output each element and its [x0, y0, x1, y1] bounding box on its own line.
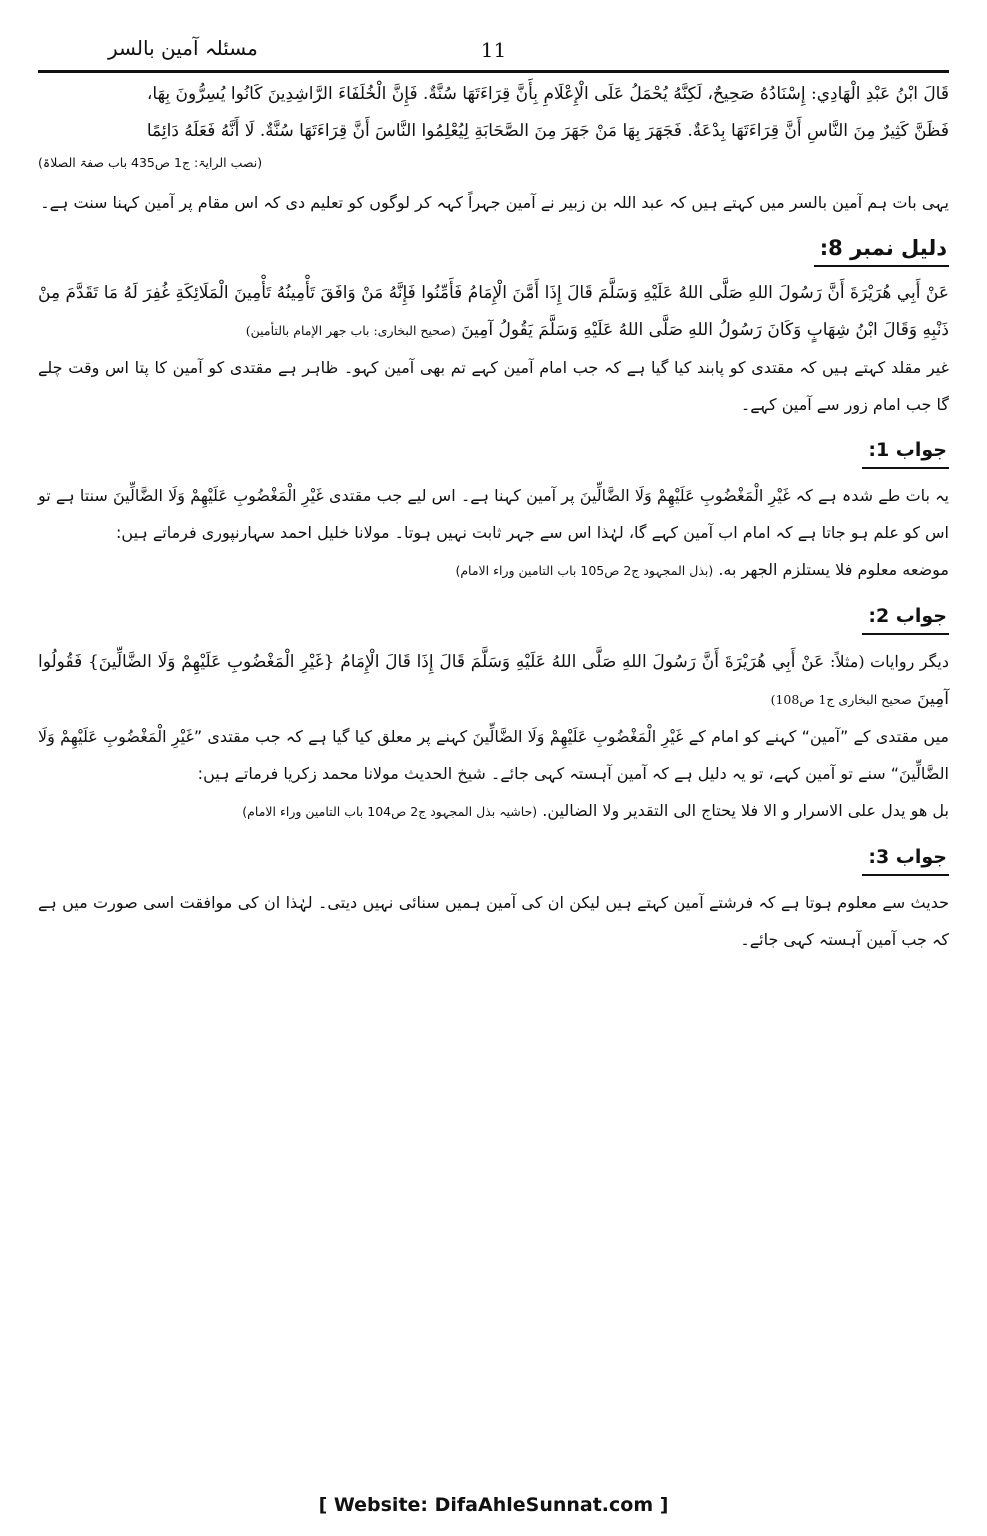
- jawab-1-citation: (بذل المجہود ج2 ص105 باب التامین وراء الامام): [455, 563, 714, 578]
- quote-section: [38, 76, 949, 221]
- dalil-8-section: [38, 233, 949, 423]
- jawab-2-arabic-quote: [38, 792, 949, 830]
- arabic-quote-line-1: قَالَ ابْنُ عَبْدِ الْهَادِي: إِسْنَادُهُ صَحِيحٌ، لَكِنَّهُ يُحْمَلُ عَلَى الْإِعْلَامِ بِأَنَّ قِرَاءَتَهَا سُنَّةٌ. فَإِنَّ الْخُلَفَاءَ الرَّاشِدِينَ كَانُوا يُسِرُّونَ بِهَا،: [146, 84, 949, 104]
- page-header: [38, 30, 949, 73]
- page-number: 11: [480, 38, 507, 62]
- page-content: [38, 76, 949, 958]
- jawab-1-section: [38, 435, 949, 589]
- urdu-paragraph-1: یہی بات ہم آمین بالسر میں کہتے ہیں کہ عبد اللہ بن زبیر نے آمین جہراً کہہ کر لوگوں کو تعلیم دی کہ اس مقام پر آمین کہنا سنت ہے۔: [40, 193, 949, 212]
- jawab-2-hadith: [38, 643, 949, 718]
- jawab-2-heading: جواب 2:: [862, 601, 949, 635]
- jawab-3-heading: جواب 3:: [862, 842, 949, 876]
- dalil-8-arabic-hadith: [38, 275, 949, 349]
- jawab-2-section: [38, 601, 949, 830]
- jawab-1-heading: جواب 1:: [862, 435, 949, 469]
- dalil-8-hadith-text: عَنْ أَبِي هُرَيْرَةَ أَنَّ رَسُولَ اللهِ صَلَّى اللهُ عَلَيْهِ وَسَلَّمَ قَالَ إِذَا أَمَّنَ الْإِمَامُ فَأَمِّنُوا فَإِنَّهُ مَنْ وَافَقَ تَأْمِينُهُ تَأْمِينَ الْمَلَائِكَةِ غُفِرَ لَهُ مَا تَقَدَّمَ مِنْ ذَنْبِهِ وَقَالَ ابْنُ شِهَابٍ وَكَانَ رَسُولُ اللهِ صَلَّى اللهُ عَلَيْهِ وَسَلَّمَ يَقُولُ آمِينَ: [38, 283, 949, 340]
- jawab-3-section: [38, 842, 949, 958]
- website-footer: [ Website: DifaAhleSunnat.com ]: [318, 1494, 669, 1516]
- arabic-quote-line-2: فَظَنَّ كَثِيرٌ مِنَ النَّاسِ أَنَّ قِرَاءَتَهَا بِدْعَةٌ. فَجَهَرَ بِهَا مَنْ جَهَرَ مِنَ الصَّحَابَةِ لِيُعْلِمُوا النَّاسَ أَنَّ قِرَاءَتَهَا سُنَّةٌ. لَا أَنَّهُ فَعَلَهُ دَائِمًا: [146, 121, 949, 141]
- jawab-1-arabic-text: موضعه معلوم فلا يستلزم الجهر به.: [718, 560, 949, 579]
- dalil-8-urdu: غیر مقلد کہتے ہیں کہ مقتدی کو پابند کیا گیا ہے کہ جب امام آمین کہے تم بھی آمین کہو۔ ظاہر ہے مقتدی کو آمین کا پتا اس وقت چلے گا جب امام زور سے آمین کہے۔: [38, 358, 949, 414]
- jawab-2-urdu: میں مقتدی کے ”آمین“ کہنے کو امام کے غَيْرِ الْمَغْضُوبِ عَلَيْهِمْ وَلَا الضَّالِّينَ کہنے پر معلق کیا گیا ہے کہ جب مقتدی ”غَيْرِ الْمَغْضُوبِ عَلَيْهِمْ وَلَا الضَّالِّينَ“ سنے تو آمین کہے، تو یہ دلیل ہے کہ آمین آہستہ کہی جائے۔ شیخ الحدیث مولانا محمد زکریا فرماتے ہیں:: [38, 727, 949, 783]
- jawab-2-arabic-text: بل هو يدل على الاسرار و الا فلا يحتاج الى التقدير ولا الضالين.: [542, 801, 949, 820]
- jawab-2-citation: صحیح البخاری ج1 ص108): [770, 692, 912, 707]
- jawab-1-arabic-quote: [38, 551, 949, 589]
- header-title: مسئلہ آمین بالسر: [108, 36, 258, 60]
- jawab-3-urdu: حدیث سے معلوم ہوتا ہے کہ فرشتے آمین کہتے ہیں لیکن ان کی آمین ہمیں سنائی نہیں دیتی۔ لہٰذا ان کی موافقت اسی صورت میں ہے کہ جب آمین آہستہ کہی جائے۔: [38, 893, 949, 949]
- jawab-1-urdu: یہ بات طے شدہ ہے کہ غَيْرِ الْمَغْضُوبِ عَلَيْهِمْ وَلَا الضَّالِّينَ پر آمین کہنا ہے۔ اس لیے جب مقتدی غَيْرِ الْمَغْضُوبِ عَلَيْهِمْ وَلَا الضَّالِّينَ سنتا ہے تو اس کو علم ہو جاتا ہے کہ امام اب آمین کہے گا، لہٰذا اس سے جہر ثابت نہیں ہوتا۔ مولانا خلیل احمد سہارنپوری فرماتے ہیں:: [38, 486, 949, 542]
- dalil-8-citation: (صحیح البخاری: باب جهر الإمام بالتأمين): [245, 323, 456, 338]
- jawab-2-prefix: دیگر روایات (مثلاً:: [830, 652, 949, 671]
- jawab-2-citation-2: (حاشیہ بذل المجہود ج2 ص104 باب التامین وراء الامام): [242, 804, 538, 819]
- dalil-8-heading: دلیل نمبر 8:: [814, 233, 949, 267]
- jawab-2-hadith-text: عَنْ أَبِي هُرَيْرَةَ أَنَّ رَسُولَ اللهِ صَلَّى اللهُ عَلَيْهِ وَسَلَّمَ قَالَ إِذَا قَالَ الْإِمَامُ {غَيْرِ الْمَغْضُوبِ عَلَيْهِمْ وَلَا الضَّالِّينَ} فَقُولُوا آمِينَ: [38, 652, 949, 709]
- citation-nasb-al-rayah: (نصب الرایۃ: ج1 ص435 باب صفۃ الصلاۃ): [38, 155, 263, 170]
